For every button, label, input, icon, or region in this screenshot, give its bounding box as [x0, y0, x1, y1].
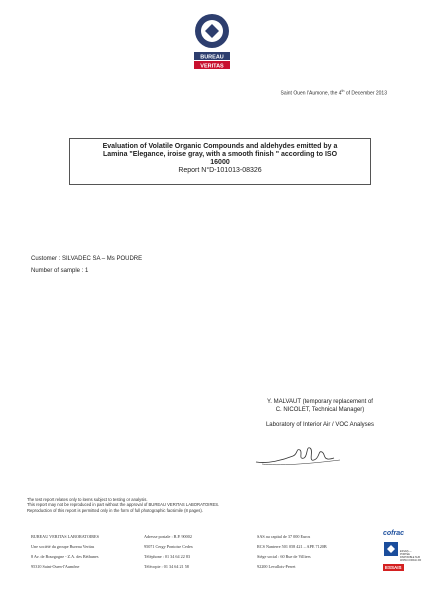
- cofrac-essais-badge: ESSAIS: [385, 565, 402, 570]
- legal-notice: [27, 497, 219, 513]
- footer-line: 8 Av. de Bourgogne - Z.A. des Béthunes: [31, 554, 99, 559]
- signatory-block: [250, 398, 390, 429]
- customer-line: Customer : SILVADEC SA – Ms POUDRE: [31, 256, 143, 262]
- handwritten-signature: [248, 440, 348, 470]
- footer-line: Adresse postale : B.P. 90002: [144, 534, 192, 539]
- title-line-1: Evaluation of Volatile Organic Compounds and aldehydes emitted by a: [102, 143, 338, 150]
- report-number: Report N°D-101013-08326: [178, 167, 262, 174]
- legal-line: This report may not be reproduced in part without the approval of BUREAU VERITAS LABORATOIRES.: [27, 502, 220, 508]
- date-rest: of December 2013: [344, 90, 387, 97]
- footer-column-registration: [257, 532, 327, 572]
- cofrac-accreditation-logo: [383, 530, 422, 578]
- legal-line: The test report relates only to items subject to testing or analysis.: [27, 497, 148, 502]
- cofrac-word: cofrac: [383, 530, 405, 537]
- logo-word-veritas: VERITAS: [200, 63, 224, 70]
- cofrac-subtext: ESSAIS — PORTÉE DISPONIBLE SUR WWW.COFRAC.FR: [400, 550, 422, 562]
- footer-line: 95071 Cergy Pontoise Cedex: [144, 544, 193, 549]
- footer-column-company: [31, 532, 99, 572]
- date-prefix: Saint Ouen l'Aumone, the 4: [280, 90, 342, 97]
- footer-line: 95310 Saint-Ouen-l'Aumône: [31, 564, 80, 569]
- logo-word-bureau: BUREAU: [200, 54, 224, 61]
- report-date: [281, 89, 387, 97]
- date-suffix: th: [341, 89, 345, 93]
- sample-count-line: Number of sample : 1: [31, 268, 89, 274]
- footer-line: SAS au capital de 37 000 Euros: [257, 534, 311, 539]
- bureau-veritas-logo: [190, 12, 234, 76]
- footer-line: BUREAU VERITAS LABORATOIRES: [31, 534, 99, 539]
- laboratory-name: Laboratory of Interior Air / VOC Analyses: [265, 422, 375, 428]
- customer-info: [31, 253, 142, 277]
- title-line-3: 16000: [210, 159, 230, 166]
- footer-line: Téléphone : 01 34 64 22 83: [144, 554, 191, 559]
- legal-line: Reproduction of this report is permitted only in the form of full photographic facsimile (8 pages).: [27, 507, 203, 513]
- footer-line: 92200 Levallois-Perret: [257, 564, 296, 569]
- signatory-line-1: Y. MALVAUT (temporary replacement of: [267, 399, 373, 405]
- footer-line: Une société du groupe Bureau Veritas: [31, 544, 95, 549]
- title-line-2: Lamina "Elegance, iroise gray, with a smooth finish " according to ISO: [102, 151, 338, 158]
- footer-line: RCS Nanterre 501 058 421 – APE 7120B: [257, 544, 327, 549]
- report-title-box: [69, 138, 371, 185]
- footer-column-postal: [144, 532, 193, 572]
- footer-line: Télécopie : 01 34 64 21 58: [144, 564, 189, 569]
- cofrac-emblem-icon: [384, 542, 398, 556]
- signatory-line-2: C. NICOLET, Technical Manager): [275, 407, 365, 413]
- footer-line: Siège social : 60 Rue de Villiers: [257, 554, 311, 559]
